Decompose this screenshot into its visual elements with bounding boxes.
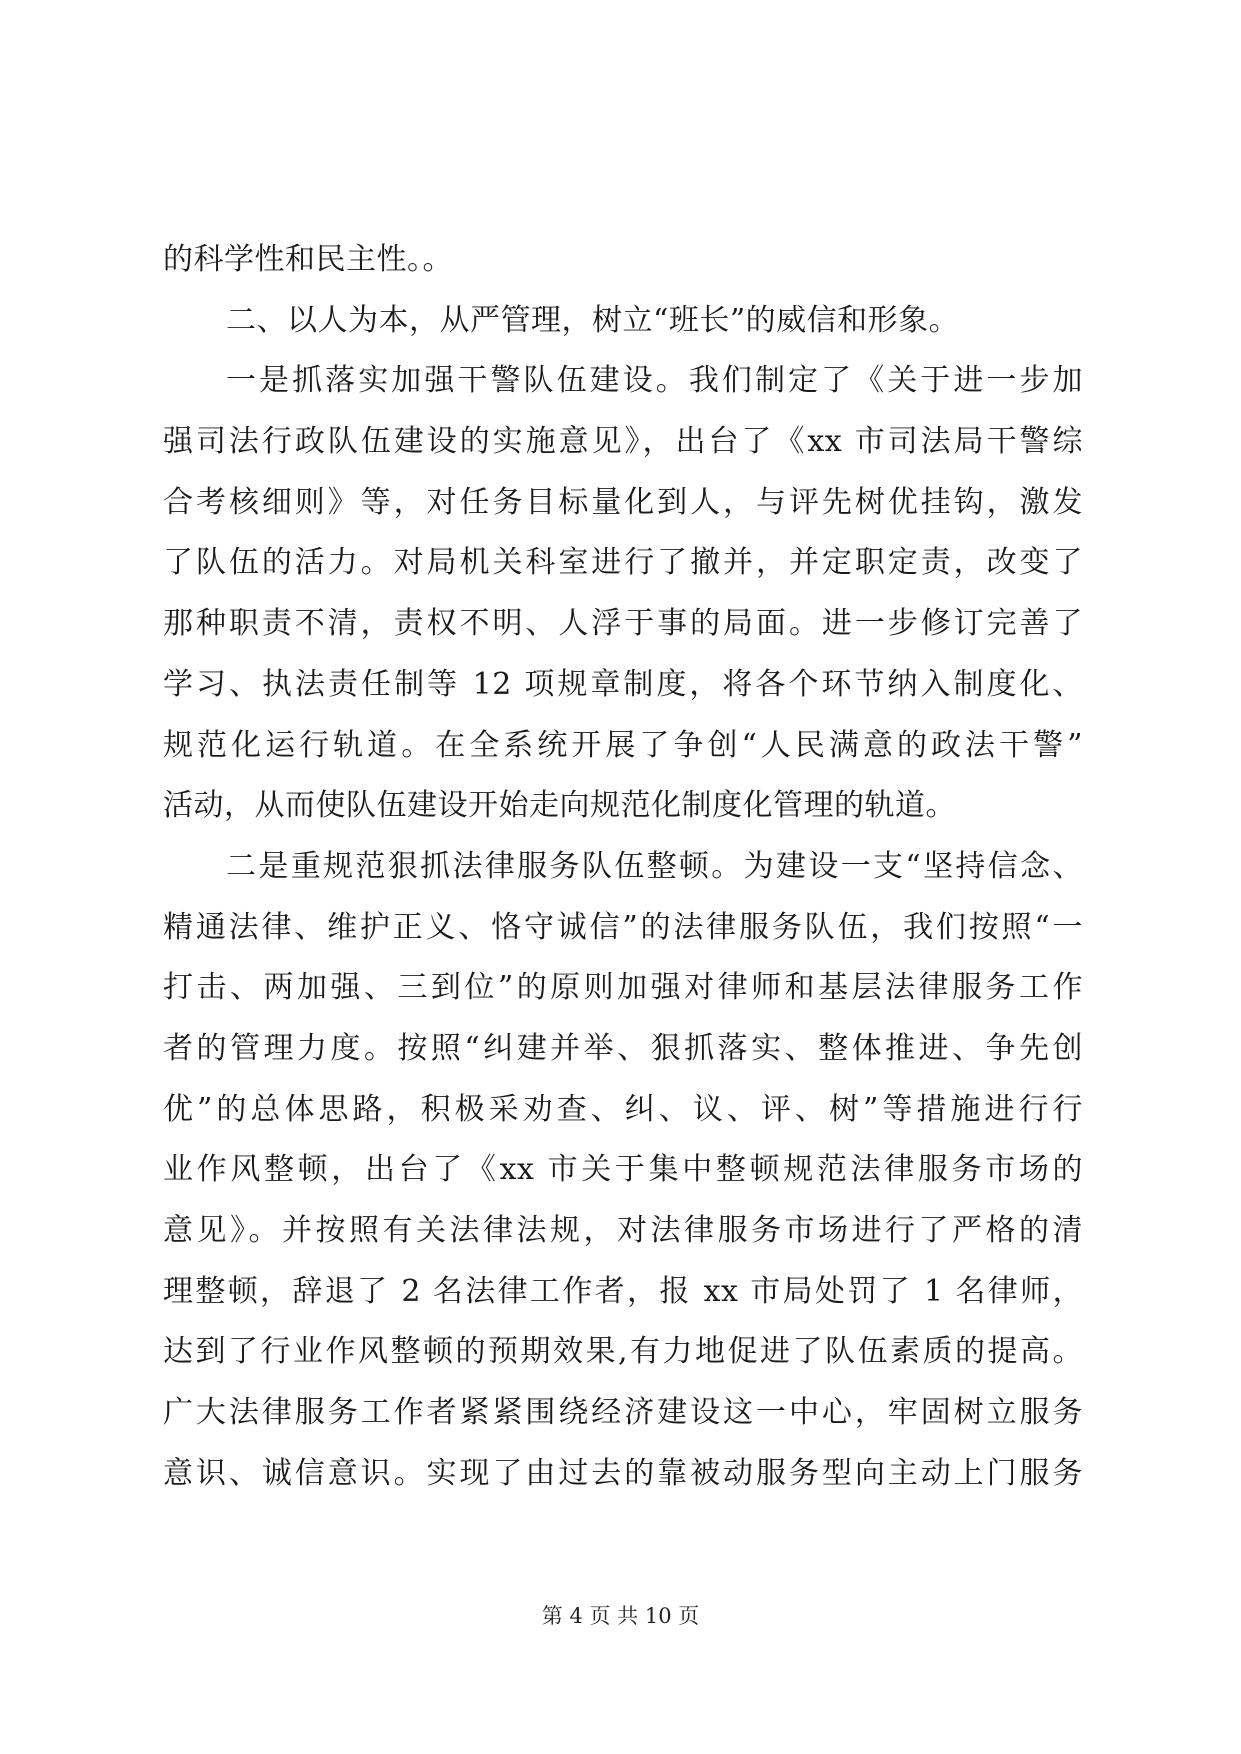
text-line: 一是抓落实加强干警队伍建设。我们制定了《关于进一步加: [226, 363, 1083, 399]
text-line: 广大法律服务工作者紧紧围绕经济建设这一中心，牢固树立服务: [163, 1395, 1083, 1431]
section-heading: 二、以人为本，从严管理，树立“班长”的威信和形象。: [226, 302, 960, 338]
text-line: 达到了行业作风整顿的预期效果,有力地促进了队伍素质的提高。: [163, 1334, 1083, 1370]
body-text: [163, 230, 1083, 1504]
text-line: 强司法行政队伍建设的实施意见》，出台了《xx 市司法局干警综: [163, 424, 1083, 460]
page-footer: [0, 1600, 1241, 1630]
text-line: 规范化运行轨道。在全系统开展了争创“人民满意的政法干警”: [163, 727, 1083, 763]
text-line: 活动，从而使队伍建设开始走向规范化制度化管理的轨道。: [163, 788, 956, 824]
text-line: 二是重规范狠抓法律服务队伍整顿。为建设一支“坚持信念、: [226, 848, 1083, 884]
text-line: 意识、诚信意识。实现了由过去的靠被动服务型向主动上门服务: [163, 1455, 1083, 1491]
text-line: 了队伍的活力。对局机关科室进行了撤并，并定职定责，改变了: [163, 545, 1083, 581]
text-line: 那种职责不清，责权不明、人浮于事的局面。进一步修订完善了: [163, 606, 1083, 642]
text-line: 打击、两加强、三到位”的原则加强对律师和基层法律服务工作: [163, 970, 1083, 1006]
text-line: 合考核细则》等，对任务目标量化到人，与评先树优挂钩，激发: [163, 484, 1083, 520]
text-line: 学习、执法责任制等 12 项规章制度，将各个环节纳入制度化、: [163, 666, 1083, 702]
text-line: 者的管理力度。按照“纠建并举、狠抓落实、整体推进、争先创: [163, 1030, 1083, 1066]
text-line: 优”的总体思路，积极采劝查、纠、议、评、树”等措施进行行: [163, 1091, 1083, 1127]
text-line: 的科学性和民主性。。: [163, 242, 453, 277]
text-line: 精通法律、维护正义、恪守诚信”的法律服务队伍，我们按照“一: [163, 909, 1083, 945]
text-line: 意见》。并按照有关法律法规，对法律服务市场进行了严格的清: [163, 1213, 1083, 1248]
text-line: 业作风整顿，出台了《xx 市关于集中整顿规范法律服务市场的: [163, 1152, 1083, 1188]
text-line: 理整顿，辞退了 2 名法律工作者，报 xx 市局处罚了 1 名律师，: [163, 1273, 1083, 1309]
page-number: 第 4 页 共 10 页: [541, 1604, 700, 1628]
